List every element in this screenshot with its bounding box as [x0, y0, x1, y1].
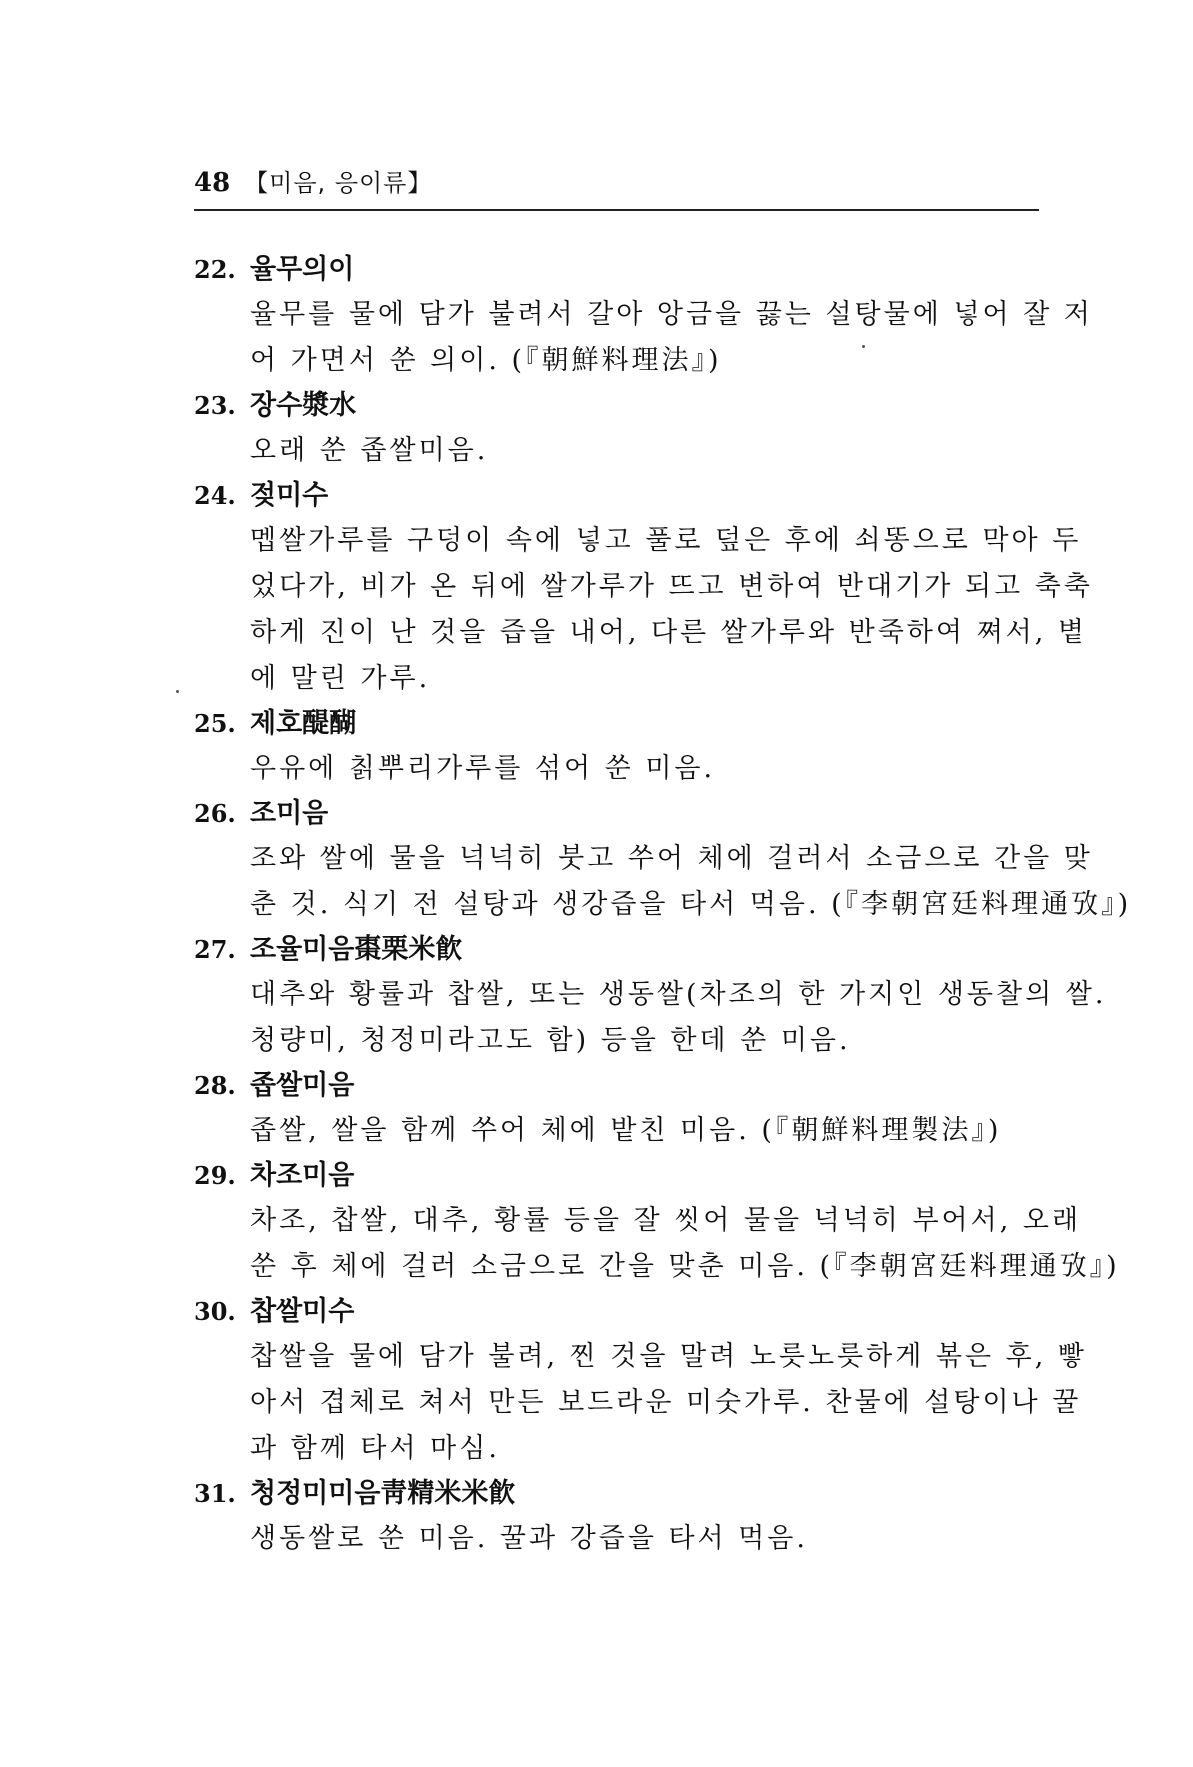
- entry-title: 조율미음棗栗米飮: [250, 934, 463, 965]
- entry-description: [250, 292, 1093, 384]
- chapter-title: 【미음, 응이류】: [244, 169, 433, 197]
- print-speck: [176, 690, 179, 693]
- entry-number: 25.: [194, 709, 236, 738]
- entry-description: [250, 836, 1132, 928]
- entry-number: 30.: [194, 1297, 236, 1326]
- entry-title: 젖미수: [250, 480, 329, 511]
- entry-description: [250, 428, 1039, 474]
- entry-description: [250, 518, 1093, 702]
- entry-heading: [194, 1154, 1039, 1198]
- entry-heading: [194, 1290, 1039, 1334]
- entry-title: 좁쌀미음: [250, 1070, 355, 1101]
- list-item: [194, 792, 1132, 928]
- description-line: 멥쌀가루를 구덩이 속에 넣고 풀로 덮은 후에 쇠똥으로 막아 두: [250, 525, 1082, 556]
- entry-number: 22.: [194, 255, 236, 284]
- running-header: [194, 166, 1039, 200]
- entry-description: [250, 972, 1107, 1064]
- description-line: 청량미, 청정미라고도 함) 등을 한데 쑨 미음.: [250, 1025, 851, 1056]
- list-item: [194, 474, 1093, 702]
- description-line: 쑨 후 체에 걸러 소금으로 간을 맞춘 미음. (『李朝宮廷料理通攷』): [250, 1251, 1120, 1282]
- description-line: 었다가, 비가 온 뒤에 쌀가루가 뜨고 변하여 반대기가 되고 축축: [250, 571, 1093, 602]
- entry-description: [250, 1108, 1039, 1154]
- description-line: 대추와 황률과 찹쌀, 또는 생동쌀(차조의 한 가지인 생동찰의 쌀.: [250, 979, 1107, 1010]
- entry-heading: [194, 702, 1039, 746]
- entry-heading: [194, 792, 1039, 836]
- entry-number: 23.: [194, 391, 236, 420]
- description-line: 에 말린 가루.: [250, 663, 431, 694]
- entry-heading: [194, 1472, 1039, 1516]
- entry-number: 27.: [194, 935, 236, 964]
- description-line: 생동쌀로 쑨 미음. 꿀과 강즙을 타서 먹음.: [250, 1523, 808, 1554]
- entry-description: [250, 1198, 1120, 1290]
- entry-heading: [194, 928, 1039, 972]
- description-line: 과 함께 타서 마심.: [250, 1433, 500, 1464]
- description-line: 춘 것. 식기 전 설탕과 생강즙을 타서 먹음. (『李朝宮廷料理通攷』): [250, 889, 1132, 920]
- entry-heading: [194, 248, 1039, 292]
- description-line: 찹쌀을 물에 담가 불려, 찐 것을 말려 노릇노릇하게 볶은 후, 빻: [250, 1341, 1087, 1372]
- list-item: [194, 248, 1093, 384]
- description-line: 우유에 칡뿌리가루를 섞어 쑨 미음.: [250, 753, 716, 784]
- entry-number: 31.: [194, 1479, 236, 1508]
- entry-heading: [194, 384, 1039, 428]
- list-item: [194, 1154, 1120, 1290]
- description-line: 아서 겹체로 쳐서 만든 보드라운 미숫가루. 찬물에 설탕이나 꿀: [250, 1387, 1082, 1418]
- list-item: [194, 1064, 1039, 1154]
- entry-title: 차조미음: [250, 1160, 355, 1191]
- list-item: [194, 702, 1039, 792]
- description-line: 어 가면서 쑨 의이. (『朝鮮料理法』): [250, 345, 722, 376]
- entry-heading: [194, 1064, 1039, 1108]
- entry-number: 28.: [194, 1071, 236, 1100]
- entry-description: [250, 1516, 1039, 1562]
- entry-title: 제호醍醐: [250, 708, 357, 739]
- entry-number: 29.: [194, 1161, 236, 1190]
- entry-title: 조미음: [250, 798, 329, 829]
- description-line: 좁쌀, 쌀을 함께 쑤어 체에 밭친 미음. (『朝鮮料理製法』): [250, 1115, 1002, 1146]
- entry-description: [250, 746, 1039, 792]
- description-line: 차조, 찹쌀, 대추, 황률 등을 잘 씻어 물을 넉넉히 부어서, 오래: [250, 1205, 1082, 1236]
- entry-description: [250, 1334, 1087, 1472]
- description-line: 율무를 물에 담가 불려서 갈아 앙금을 끓는 설탕물에 넣어 잘 저: [250, 299, 1093, 330]
- list-item: [194, 1290, 1087, 1472]
- description-line: 조와 쌀에 물을 넉넉히 붓고 쑤어 체에 걸러서 소금으로 간을 맞: [250, 843, 1093, 874]
- list-item: [194, 928, 1107, 1064]
- entry-number: 24.: [194, 481, 236, 510]
- header-divider: [194, 209, 1039, 211]
- list-item: [194, 384, 1039, 474]
- entry-list: [194, 248, 1132, 1562]
- entry-heading: [194, 474, 1039, 518]
- description-line: 오래 쑨 좁쌀미음.: [250, 435, 489, 466]
- list-item: [194, 1472, 1039, 1562]
- description-line: 하게 진이 난 것을 즙을 내어, 다른 쌀가루와 반죽하여 쪄서, 볕: [250, 617, 1087, 648]
- page-number: 48: [194, 168, 231, 198]
- entry-number: 26.: [194, 799, 236, 828]
- entry-title: 율무의이: [250, 254, 355, 285]
- entry-title: 장수漿水: [250, 390, 357, 421]
- entry-title: 청정미미음靑精米米飮: [250, 1478, 516, 1509]
- entry-title: 찹쌀미수: [250, 1296, 355, 1327]
